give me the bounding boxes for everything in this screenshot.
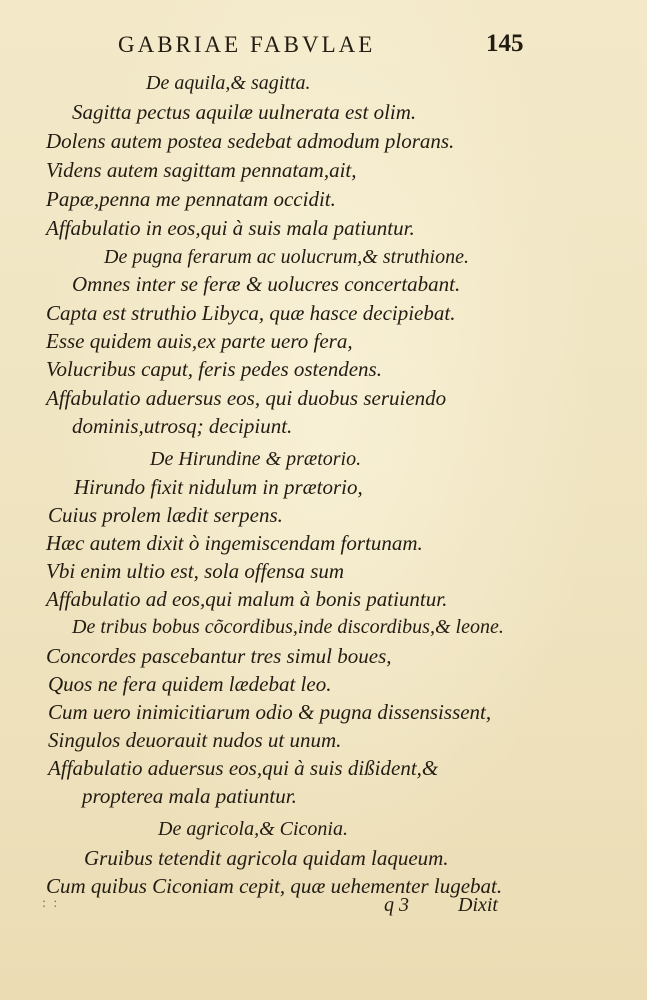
fable-heading: De aquila,& sagitta. bbox=[146, 72, 311, 94]
verse-line: Dolens autem postea sedebat admodum plorans. bbox=[46, 129, 455, 153]
fable-heading: De Hirundine & prætorio. bbox=[150, 448, 362, 470]
verse-line: Affabulatio aduersus eos,qui à suis dißident,& bbox=[48, 756, 439, 780]
verse-line: Sagitta pectus aquilæ uulnerata est olim. bbox=[72, 100, 417, 124]
bleed-through-marks: : : bbox=[42, 896, 60, 911]
verse-line: Cuius prolem lædit serpens. bbox=[48, 503, 283, 527]
verse-line: Hæc autem dixit ò ingemiscendam fortunam. bbox=[46, 531, 423, 555]
verse-line: Concordes pascebantur tres simul boues, bbox=[46, 644, 392, 668]
verse-line: Singulos deuorauit nudos ut unum. bbox=[48, 728, 342, 752]
verse-line: Esse quidem auis,ex parte uero fera, bbox=[46, 329, 353, 353]
signature-mark: q 3 bbox=[384, 894, 409, 916]
fable-heading: De tribus bobus cõcordibus,inde discordibus,& leone. bbox=[72, 616, 504, 638]
verse-line: Capta est struthio Libyca, quæ hasce decipiebat. bbox=[46, 301, 456, 325]
verse-line: Affabulatio ad eos,qui malum à bonis patiuntur. bbox=[46, 587, 448, 611]
verse-line: Quos ne fera quidem lædebat leo. bbox=[48, 672, 332, 696]
verse-line: Hirundo fixit nidulum in prætorio, bbox=[74, 475, 363, 499]
verse-line: propterea mala patiuntur. bbox=[82, 784, 297, 808]
verse-line: Papæ,penna me pennatam occidit. bbox=[46, 187, 336, 211]
running-title: GABRIAE FABVLAE bbox=[118, 32, 376, 57]
verse-line: Vbi enim ultio est, sola offensa sum bbox=[46, 559, 345, 583]
page-number: 145 bbox=[486, 30, 524, 57]
verse-line: Omnes inter se feræ & uolucres concertabant. bbox=[72, 272, 461, 296]
verse-line: Affabulatio in eos,qui à suis mala patiuntur. bbox=[46, 216, 415, 240]
verse-line: Cum uero inimicitiarum odio & pugna dissensissent, bbox=[48, 700, 492, 724]
verse-line: dominis,utrosq; decipiunt. bbox=[72, 414, 293, 438]
verse-line: Affabulatio aduersus eos, qui duobus seruiendo bbox=[46, 386, 447, 410]
catchword: Dixit bbox=[458, 894, 498, 916]
verse-line: Cum quibus Ciconiam cepit, quæ uehementer lugebat. bbox=[46, 874, 503, 898]
fable-heading: De pugna ferarum ac uolucrum,& struthione. bbox=[104, 246, 469, 268]
verse-line: Videns autem sagittam pennatam,ait, bbox=[46, 158, 357, 182]
verse-line: Volucribus caput, feris pedes ostendens. bbox=[46, 357, 382, 381]
verse-line: Gruibus tetendit agricola quidam laqueum. bbox=[84, 846, 449, 870]
fable-heading: De agricola,& Ciconia. bbox=[158, 818, 348, 840]
